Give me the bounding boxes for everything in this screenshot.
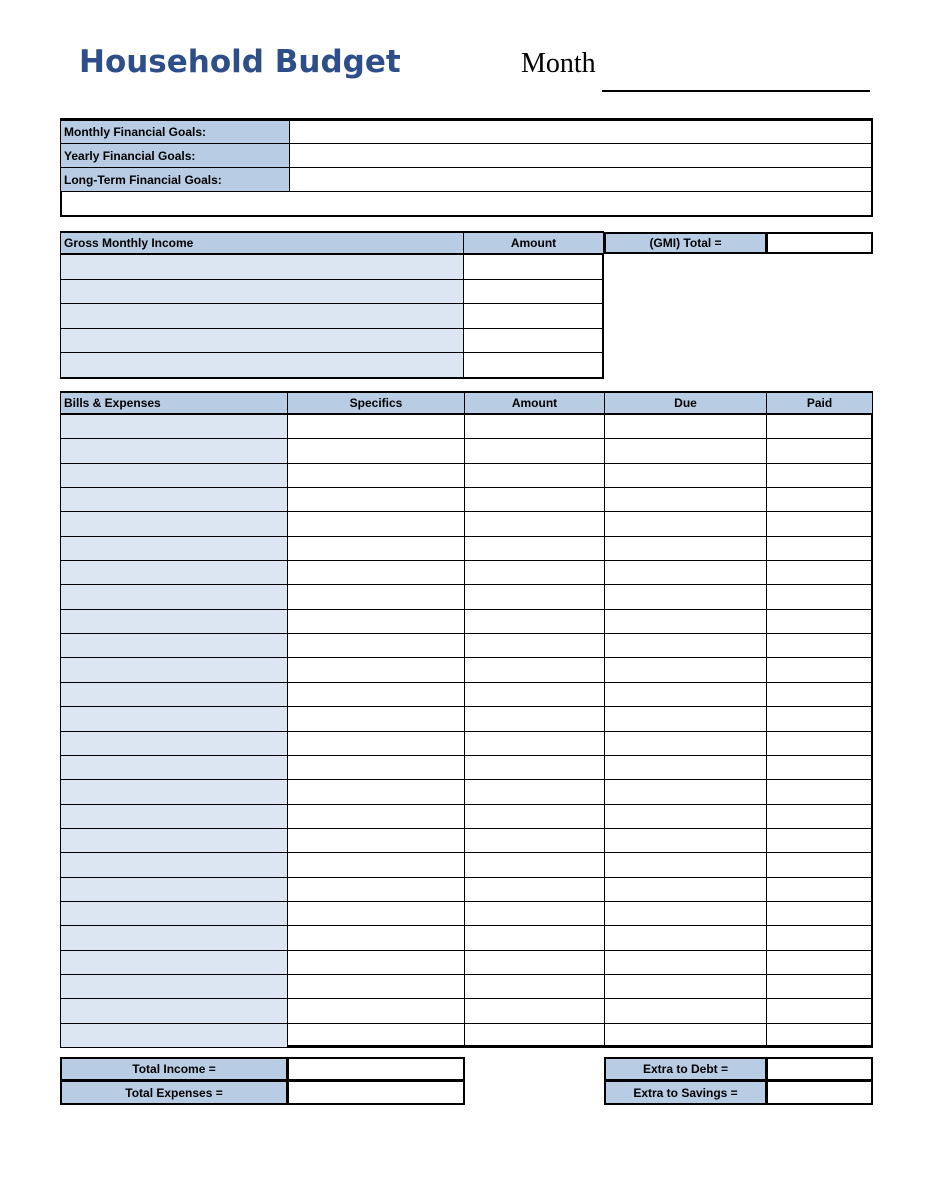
expense-specifics-field[interactable]: [287, 828, 465, 853]
extra-to-debt-field[interactable]: [766, 1057, 873, 1081]
expense-specifics-field[interactable]: [287, 925, 465, 951]
expense-amount-field[interactable]: [464, 487, 605, 512]
expense-name-field[interactable]: [60, 584, 288, 610]
expense-name-field[interactable]: [60, 925, 288, 951]
expense-name-field[interactable]: [60, 731, 288, 756]
expense-paid-field[interactable]: [766, 536, 873, 561]
expense-amount-field[interactable]: [464, 1023, 605, 1048]
expense-due-field[interactable]: [604, 463, 767, 488]
gmi-total-field[interactable]: [766, 232, 873, 254]
extra-to-savings-field[interactable]: [766, 1080, 873, 1105]
total-expenses-field[interactable]: [287, 1080, 465, 1105]
expense-name-field[interactable]: [60, 487, 288, 512]
expense-specifics-field[interactable]: [287, 804, 465, 829]
expense-due-field[interactable]: [604, 731, 767, 756]
expense-paid-field[interactable]: [766, 560, 873, 585]
income-source-field[interactable]: [60, 303, 464, 329]
expense-amount-field[interactable]: [464, 755, 605, 780]
expense-paid-field[interactable]: [766, 877, 873, 902]
expense-due-field[interactable]: [604, 1023, 767, 1048]
gross-income-header: Gross Monthly Income: [60, 232, 464, 254]
income-source-field[interactable]: [60, 254, 464, 280]
expense-specifics-field[interactable]: [287, 487, 465, 512]
expense-specifics-field[interactable]: [287, 779, 465, 805]
expense-amount-field[interactable]: [464, 657, 605, 683]
expense-amount-field[interactable]: [464, 682, 605, 707]
expense-due-field[interactable]: [604, 901, 767, 926]
expense-specifics-field[interactable]: [287, 755, 465, 780]
expense-specifics-field[interactable]: [287, 731, 465, 756]
expense-amount-field[interactable]: [464, 731, 605, 756]
expense-amount-field[interactable]: [464, 609, 605, 634]
longterm-goals-field[interactable]: [289, 167, 873, 192]
expense-name-field[interactable]: [60, 828, 288, 853]
expense-due-field[interactable]: [604, 511, 767, 537]
month-label: Month: [521, 48, 596, 79]
expense-name-field[interactable]: [60, 804, 288, 829]
expense-specifics-field[interactable]: [287, 852, 465, 878]
expense-specifics-field[interactable]: [287, 682, 465, 707]
expense-specifics-field[interactable]: [287, 584, 465, 610]
expense-due-field[interactable]: [604, 633, 767, 658]
expense-name-field[interactable]: [60, 1023, 288, 1048]
expense-paid-field[interactable]: [766, 852, 873, 878]
expense-due-field[interactable]: [604, 414, 767, 439]
due-header: Due: [604, 392, 767, 414]
expense-paid-field[interactable]: [766, 414, 873, 439]
expense-amount-field[interactable]: [464, 804, 605, 829]
expense-due-field[interactable]: [604, 779, 767, 805]
expense-name-field[interactable]: [60, 974, 288, 999]
expense-amount-field[interactable]: [464, 998, 605, 1024]
monthly-goals-field[interactable]: [289, 120, 873, 144]
goals-notes-field[interactable]: [60, 191, 873, 217]
expense-due-field[interactable]: [604, 925, 767, 951]
expense-name-field[interactable]: [60, 998, 288, 1024]
expense-name-field[interactable]: [60, 414, 288, 439]
expense-name-field[interactable]: [60, 438, 288, 464]
expense-name-field[interactable]: [60, 901, 288, 926]
expense-paid-field[interactable]: [766, 1023, 873, 1048]
expense-amount-field[interactable]: [464, 560, 605, 585]
amount-header: Amount: [464, 392, 605, 414]
expense-amount-field[interactable]: [464, 463, 605, 488]
expense-due-field[interactable]: [604, 755, 767, 780]
expense-paid-field[interactable]: [766, 609, 873, 634]
expense-due-field[interactable]: [604, 438, 767, 464]
income-amount-field[interactable]: [463, 352, 604, 378]
expense-paid-field[interactable]: [766, 657, 873, 683]
specifics-header: Specifics: [287, 392, 465, 414]
monthly-goals-label: Monthly Financial Goals:: [60, 120, 290, 144]
expense-paid-field[interactable]: [766, 901, 873, 926]
expense-specifics-field[interactable]: [287, 633, 465, 658]
expense-name-field[interactable]: [60, 706, 288, 732]
expense-specifics-field[interactable]: [287, 414, 465, 439]
expense-name-field[interactable]: [60, 560, 288, 585]
income-source-field[interactable]: [60, 328, 464, 353]
expense-paid-field[interactable]: [766, 828, 873, 853]
expense-amount-field[interactable]: [464, 633, 605, 658]
expense-paid-field[interactable]: [766, 950, 873, 975]
expense-amount-field[interactable]: [464, 852, 605, 878]
income-source-field[interactable]: [60, 279, 464, 304]
expense-due-field[interactable]: [604, 877, 767, 902]
expense-name-field[interactable]: [60, 755, 288, 780]
expense-due-field[interactable]: [604, 657, 767, 683]
expense-due-field[interactable]: [604, 852, 767, 878]
expense-due-field[interactable]: [604, 828, 767, 853]
expense-paid-field[interactable]: [766, 755, 873, 780]
expense-due-field[interactable]: [604, 804, 767, 829]
income-amount-field[interactable]: [463, 254, 604, 280]
extra-to-debt-label: Extra to Debt =: [604, 1057, 767, 1081]
expense-paid-field[interactable]: [766, 438, 873, 464]
income-source-field[interactable]: [60, 352, 464, 378]
gmi-total-label: (GMI) Total =: [604, 232, 767, 254]
income-amount-field[interactable]: [463, 328, 604, 353]
total-expenses-label: Total Expenses =: [60, 1080, 288, 1105]
extra-to-savings-label: Extra to Savings =: [604, 1080, 767, 1105]
expense-specifics-field[interactable]: [287, 438, 465, 464]
expense-specifics-field[interactable]: [287, 463, 465, 488]
expense-amount-field[interactable]: [464, 925, 605, 951]
expense-amount-field[interactable]: [464, 877, 605, 902]
expense-due-field[interactable]: [604, 584, 767, 610]
paid-header: Paid: [766, 392, 873, 414]
expense-name-field[interactable]: [60, 463, 288, 488]
expense-specifics-field[interactable]: [287, 657, 465, 683]
expense-paid-field[interactable]: [766, 779, 873, 805]
expense-due-field[interactable]: [604, 950, 767, 975]
expense-due-field[interactable]: [604, 974, 767, 999]
expense-due-field[interactable]: [604, 706, 767, 732]
expense-due-field[interactable]: [604, 609, 767, 634]
expense-name-field[interactable]: [60, 852, 288, 878]
expense-specifics-field[interactable]: [287, 950, 465, 975]
page-title: Household Budget: [79, 44, 401, 80]
expense-name-field[interactable]: [60, 682, 288, 707]
expense-paid-field[interactable]: [766, 706, 873, 732]
expense-amount-field[interactable]: [464, 536, 605, 561]
expense-due-field[interactable]: [604, 487, 767, 512]
expense-specifics-field[interactable]: [287, 1023, 465, 1048]
expense-paid-field[interactable]: [766, 804, 873, 829]
month-input-line[interactable]: [602, 90, 870, 92]
expense-specifics-field[interactable]: [287, 974, 465, 999]
expense-name-field[interactable]: [60, 511, 288, 537]
expense-amount-field[interactable]: [464, 974, 605, 999]
income-amount-field[interactable]: [463, 303, 604, 329]
expense-name-field[interactable]: [60, 609, 288, 634]
expense-due-field[interactable]: [604, 998, 767, 1024]
expense-amount-field[interactable]: [464, 584, 605, 610]
total-income-field[interactable]: [287, 1057, 465, 1081]
expense-amount-field[interactable]: [464, 438, 605, 464]
expense-paid-field[interactable]: [766, 925, 873, 951]
expense-paid-field[interactable]: [766, 487, 873, 512]
bills-expenses-header: Bills & Expenses: [60, 392, 288, 414]
expense-paid-field[interactable]: [766, 682, 873, 707]
expense-specifics-field[interactable]: [287, 901, 465, 926]
expense-name-field[interactable]: [60, 779, 288, 805]
expense-name-field[interactable]: [60, 950, 288, 975]
expense-paid-field[interactable]: [766, 633, 873, 658]
expense-paid-field[interactable]: [766, 584, 873, 610]
yearly-goals-label: Yearly Financial Goals:: [60, 143, 290, 168]
expense-amount-field[interactable]: [464, 706, 605, 732]
expense-due-field[interactable]: [604, 682, 767, 707]
expense-specifics-field[interactable]: [287, 560, 465, 585]
expense-amount-field[interactable]: [464, 828, 605, 853]
total-income-label: Total Income =: [60, 1057, 288, 1081]
expense-amount-field[interactable]: [464, 511, 605, 537]
expense-name-field[interactable]: [60, 657, 288, 683]
income-amount-field[interactable]: [463, 279, 604, 304]
expense-specifics-field[interactable]: [287, 609, 465, 634]
expense-amount-field[interactable]: [464, 779, 605, 805]
expense-specifics-field[interactable]: [287, 536, 465, 561]
expense-amount-field[interactable]: [464, 950, 605, 975]
expense-name-field[interactable]: [60, 536, 288, 561]
expense-paid-field[interactable]: [766, 463, 873, 488]
expense-name-field[interactable]: [60, 877, 288, 902]
expense-paid-field[interactable]: [766, 974, 873, 999]
expense-amount-field[interactable]: [464, 901, 605, 926]
expense-specifics-field[interactable]: [287, 877, 465, 902]
expense-specifics-field[interactable]: [287, 998, 465, 1024]
expense-paid-field[interactable]: [766, 731, 873, 756]
expense-paid-field[interactable]: [766, 511, 873, 537]
expense-due-field[interactable]: [604, 536, 767, 561]
income-amount-header: Amount: [463, 232, 604, 254]
longterm-goals-label: Long-Term Financial Goals:: [60, 167, 290, 192]
yearly-goals-field[interactable]: [289, 143, 873, 168]
expense-amount-field[interactable]: [464, 414, 605, 439]
expense-specifics-field[interactable]: [287, 706, 465, 732]
expense-specifics-field[interactable]: [287, 511, 465, 537]
expense-paid-field[interactable]: [766, 998, 873, 1024]
expense-name-field[interactable]: [60, 633, 288, 658]
expense-due-field[interactable]: [604, 560, 767, 585]
